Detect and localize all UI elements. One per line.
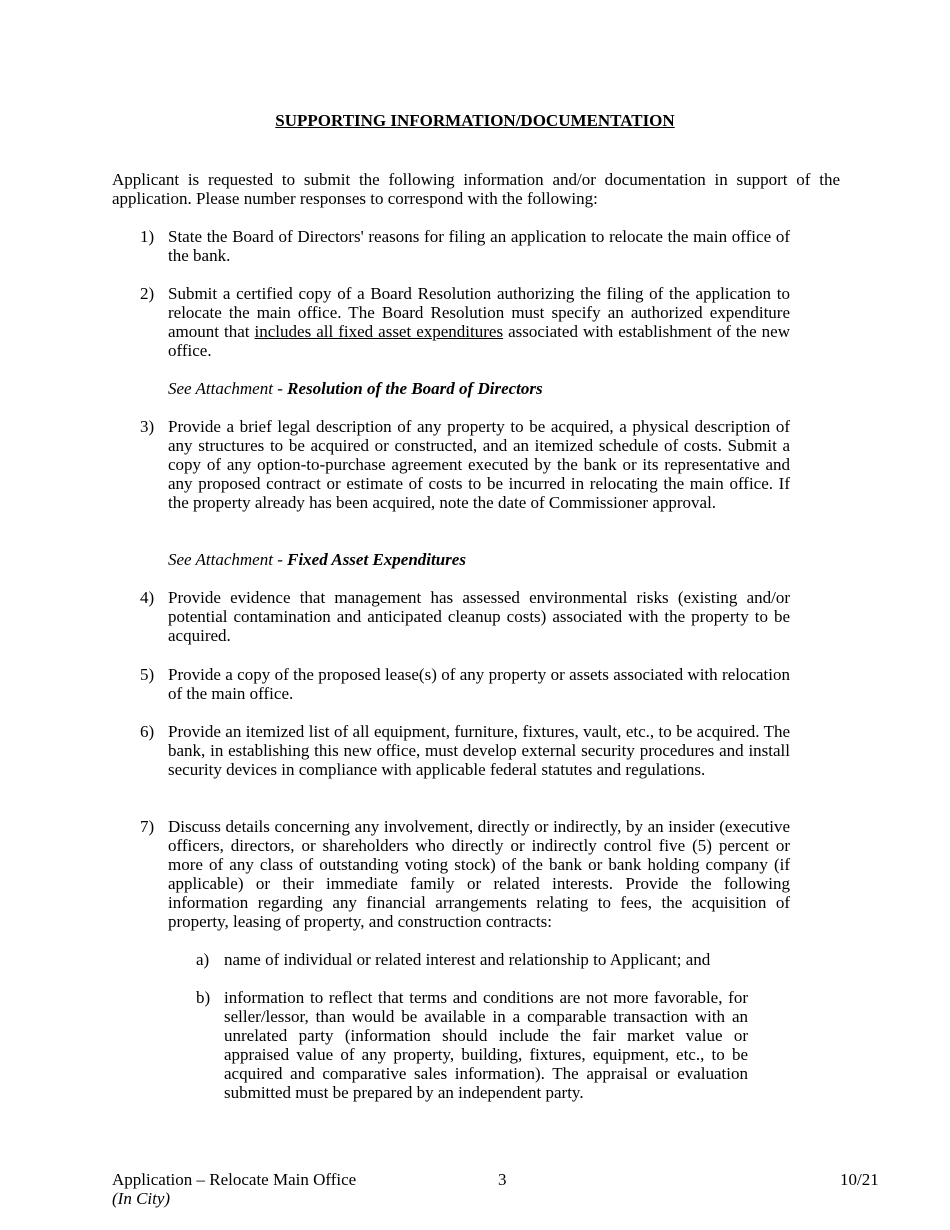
footer-subtitle: (In City) xyxy=(112,1189,171,1208)
intro-paragraph: Applicant is requested to submit the following information and/or documentation in support of the application. Please number responses to correspond with the following: xyxy=(112,170,840,208)
item-text: Submit a certified copy of a Board Resolution authorizing the filing of the application to relocate the main office. The Board Resolution must specify an authorized expenditure amount that includes all fixed asset expenditures associated with establishment of the new office. xyxy=(168,284,790,360)
list-item-3 xyxy=(140,417,790,512)
footer-left xyxy=(112,1170,356,1208)
item-number: 6) xyxy=(140,722,155,741)
attachment-name: Resolution of the Board of Directors xyxy=(287,379,543,398)
list-item-1 xyxy=(140,227,790,265)
item-number: 5) xyxy=(140,665,155,684)
footer-revision-date: 10/21 xyxy=(840,1170,879,1189)
item-number: 4) xyxy=(140,588,155,607)
footer-form-name: Application – Relocate Main Office xyxy=(112,1170,357,1189)
list-item-5 xyxy=(140,665,790,703)
item-number: 3) xyxy=(140,417,155,436)
item-number: 2) xyxy=(140,284,155,303)
list-item-6 xyxy=(140,722,790,779)
list-item-7 xyxy=(140,817,790,931)
sub-item-text: information to reflect that terms and conditions are not more favorable, for seller/lessor, than would be available in a comparable transaction with an unrelated party (information should include the fair market value or appraised value of any property, building, fixtures, equipment, etc., to be acquired and comparative sales information). The appraisal or evaluation submitted must be prepared by an independent party. xyxy=(224,988,748,1102)
item-number: 1) xyxy=(140,227,155,246)
page-title: SUPPORTING INFORMATION/DOCUMENTATION xyxy=(275,111,675,130)
item-text: Provide evidence that management has assessed environmental risks (existing and/or potential contamination and anticipated cleanup costs) associated with the property to be acquired. xyxy=(168,588,790,645)
item-text: Provide an itemized list of all equipment, furniture, fixtures, vault, etc., to be acquired. The bank, in establishing this new office, must develop external security procedures and install security devices in compliance with applicable federal statutes and regulations. xyxy=(168,722,790,779)
item-text: State the Board of Directors' reasons for filing an application to relocate the main office of the bank. xyxy=(168,227,790,265)
attachment-note-fixed-assets: See Attachment - Fixed Asset Expenditures xyxy=(168,550,466,569)
sub-item-text: name of individual or related interest and relationship to Applicant; and xyxy=(224,950,711,969)
item-text: Provide a copy of the proposed lease(s) of any property or assets associated with relocation of the main office. xyxy=(168,665,790,703)
item-text: Discuss details concerning any involvement, directly or indirectly, by an insider (executive officers, directors, or shareholders who directly or indirectly control five (5) percent or more of any class of outstanding voting stock) of the bank or bank holding company (if applicable) or their immediate family or related interests. Provide the following information regarding any financial arrangements relating to fees, the acquisition of property, leasing of property, and construction contracts: xyxy=(168,817,790,931)
item-text: Provide a brief legal description of any property to be acquired, a physical description of any structures to be acquired or constructed, and an itemized schedule of costs. Submit a copy of any option-to-purchase agreement executed by the bank or its representative and any proposed contract or estimate of costs to be incurred in relocating the main office. If the property already has been acquired, note the date of Commissioner approval. xyxy=(168,417,790,512)
attachment-note-resolution: See Attachment - Resolution of the Board of Directors xyxy=(168,379,543,398)
sub-item-letter: a) xyxy=(196,950,210,969)
list-item-2 xyxy=(140,284,790,360)
list-item-4 xyxy=(140,588,790,645)
underlined-text: includes all fixed asset expenditures xyxy=(254,322,504,341)
item-number: 7) xyxy=(140,817,155,836)
sub-item-letter: b) xyxy=(196,988,211,1007)
sub-item-b xyxy=(196,988,748,1102)
sub-item-a xyxy=(196,950,748,969)
attachment-name: Fixed Asset Expenditures xyxy=(287,550,466,569)
page-number: 3 xyxy=(498,1170,507,1189)
